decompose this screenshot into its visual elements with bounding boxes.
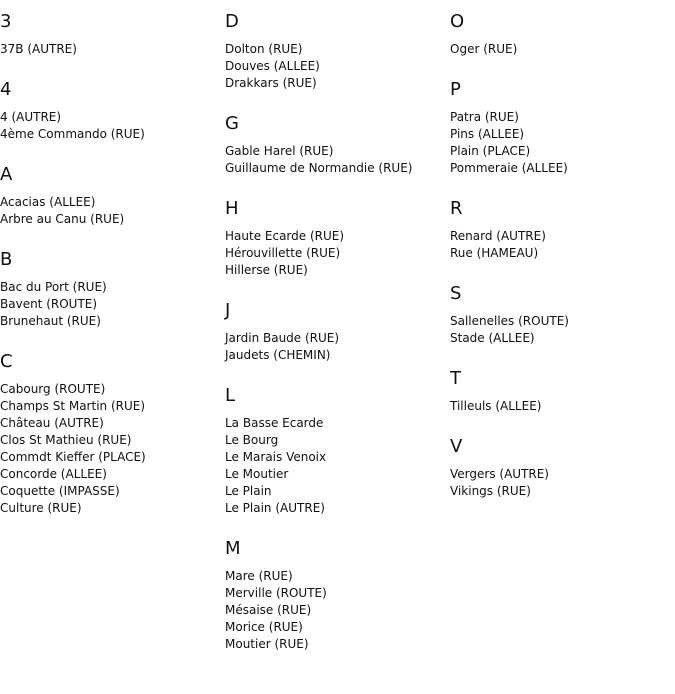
street-list: [0, 381, 220, 517]
letter-heading: V: [450, 436, 463, 457]
street-link[interactable]: Pommeraie (ALLEE): [450, 161, 568, 175]
letter-heading: A: [0, 164, 13, 185]
street-link[interactable]: Jaudets (CHEMIN): [225, 348, 331, 362]
street-link[interactable]: Le Plain: [225, 484, 272, 498]
street-list: [450, 41, 670, 58]
street-link[interactable]: Sallenelles (ROUTE): [450, 314, 569, 328]
letter-heading: 3: [0, 11, 12, 32]
street-link[interactable]: Clos St Mathieu (RUE): [0, 433, 132, 447]
street-list: [0, 41, 220, 58]
street-list: [0, 194, 220, 228]
letter-section: [450, 197, 670, 262]
street-link[interactable]: Douves (ALLEE): [225, 59, 320, 73]
letter-heading: P: [450, 79, 461, 100]
letter-heading: H: [225, 198, 239, 219]
letter-section: [0, 350, 220, 517]
street-link[interactable]: Le Marais Venoix: [225, 450, 327, 464]
street-index-column-1: [0, 10, 220, 537]
street-index-column-2: [225, 10, 445, 673]
street-link[interactable]: Oger (RUE): [450, 42, 518, 56]
street-list: [450, 466, 670, 500]
street-link[interactable]: Le Bourg: [225, 433, 279, 447]
letter-heading: M: [225, 538, 241, 559]
street-index-column-3: [450, 10, 670, 520]
street-link[interactable]: Dolton (RUE): [225, 42, 303, 56]
letter-section: [450, 10, 670, 58]
street-link[interactable]: Champs St Martin (RUE): [0, 399, 146, 413]
street-link[interactable]: Patra (RUE): [450, 110, 519, 124]
street-list: [225, 41, 445, 92]
street-list: [450, 398, 670, 415]
street-link[interactable]: Guillaume de Normandie (RUE): [225, 161, 413, 175]
street-link[interactable]: Tilleuls (ALLEE): [450, 399, 542, 413]
street-link[interactable]: Moutier (RUE): [225, 637, 309, 651]
street-link[interactable]: Le Moutier: [225, 467, 289, 481]
street-link[interactable]: Arbre au Canu (RUE): [0, 212, 125, 226]
street-link[interactable]: Commdt Kieffer (PLACE): [0, 450, 146, 464]
letter-section: [0, 78, 220, 143]
street-link[interactable]: Morice (RUE): [225, 620, 303, 634]
street-link[interactable]: Bavent (ROUTE): [0, 297, 98, 311]
street-link[interactable]: 37B (AUTRE): [0, 42, 77, 56]
street-link[interactable]: Vikings (RUE): [450, 484, 531, 498]
street-list: [0, 279, 220, 330]
street-link[interactable]: Hérouvillette (RUE): [225, 246, 341, 260]
street-link[interactable]: Château (AUTRE): [0, 416, 104, 430]
street-list: [225, 330, 445, 364]
street-link[interactable]: Culture (RUE): [0, 501, 82, 515]
street-link[interactable]: Mare (RUE): [225, 569, 293, 583]
letter-heading: L: [225, 385, 236, 406]
street-link[interactable]: La Basse Ecarde: [225, 416, 324, 430]
letter-section: [0, 248, 220, 330]
letter-heading: C: [0, 351, 13, 372]
letter-section: [450, 282, 670, 347]
street-link[interactable]: Jardin Baude (RUE): [225, 331, 340, 345]
street-link[interactable]: Gable Harel (RUE): [225, 144, 334, 158]
street-link[interactable]: Merville (ROUTE): [225, 586, 327, 600]
street-link[interactable]: Coquette (IMPASSE): [0, 484, 120, 498]
letter-heading: S: [450, 283, 462, 304]
street-link[interactable]: Renard (AUTRE): [450, 229, 546, 243]
street-list: [225, 415, 445, 517]
street-link[interactable]: 4 (AUTRE): [0, 110, 62, 124]
letter-section: [450, 435, 670, 500]
letter-section: [225, 197, 445, 279]
letter-heading: B: [0, 249, 13, 270]
street-link[interactable]: Mésaise (RUE): [225, 603, 312, 617]
street-link[interactable]: Bac du Port (RUE): [0, 280, 107, 294]
street-list: [450, 109, 670, 177]
street-link[interactable]: Concorde (ALLEE): [0, 467, 107, 481]
letter-heading: G: [225, 113, 239, 134]
letter-heading: D: [225, 11, 239, 32]
street-link[interactable]: Hillerse (RUE): [225, 263, 308, 277]
letter-section: [225, 384, 445, 517]
street-link[interactable]: Pins (ALLEE): [450, 127, 525, 141]
letter-section: [0, 10, 220, 58]
street-link[interactable]: Drakkars (RUE): [225, 76, 317, 90]
letter-heading: 4: [0, 79, 12, 100]
street-list: [225, 228, 445, 279]
street-link[interactable]: Stade (ALLEE): [450, 331, 535, 345]
letter-heading: O: [450, 11, 465, 32]
letter-heading: T: [450, 368, 461, 389]
street-list: [450, 228, 670, 262]
letter-section: [225, 299, 445, 364]
letter-section: [225, 10, 445, 92]
street-link[interactable]: Vergers (AUTRE): [450, 467, 549, 481]
street-link[interactable]: Acacias (ALLEE): [0, 195, 96, 209]
street-link[interactable]: 4ème Commando (RUE): [0, 127, 145, 141]
street-link[interactable]: Brunehaut (RUE): [0, 314, 101, 328]
street-link[interactable]: Le Plain (AUTRE): [225, 501, 325, 515]
street-list: [0, 109, 220, 143]
letter-heading: R: [450, 198, 463, 219]
letter-section: [0, 163, 220, 228]
street-list: [225, 143, 445, 177]
street-link[interactable]: Haute Ecarde (RUE): [225, 229, 345, 243]
street-link[interactable]: Cabourg (ROUTE): [0, 382, 106, 396]
street-list: [450, 313, 670, 347]
street-link[interactable]: Rue (HAMEAU): [450, 246, 539, 260]
letter-section: [225, 112, 445, 177]
letter-section: [450, 367, 670, 415]
letter-section: [225, 537, 445, 653]
street-list: [225, 568, 445, 653]
letter-section: [450, 78, 670, 177]
street-link[interactable]: Plain (PLACE): [450, 144, 531, 158]
letter-heading: J: [225, 300, 231, 321]
